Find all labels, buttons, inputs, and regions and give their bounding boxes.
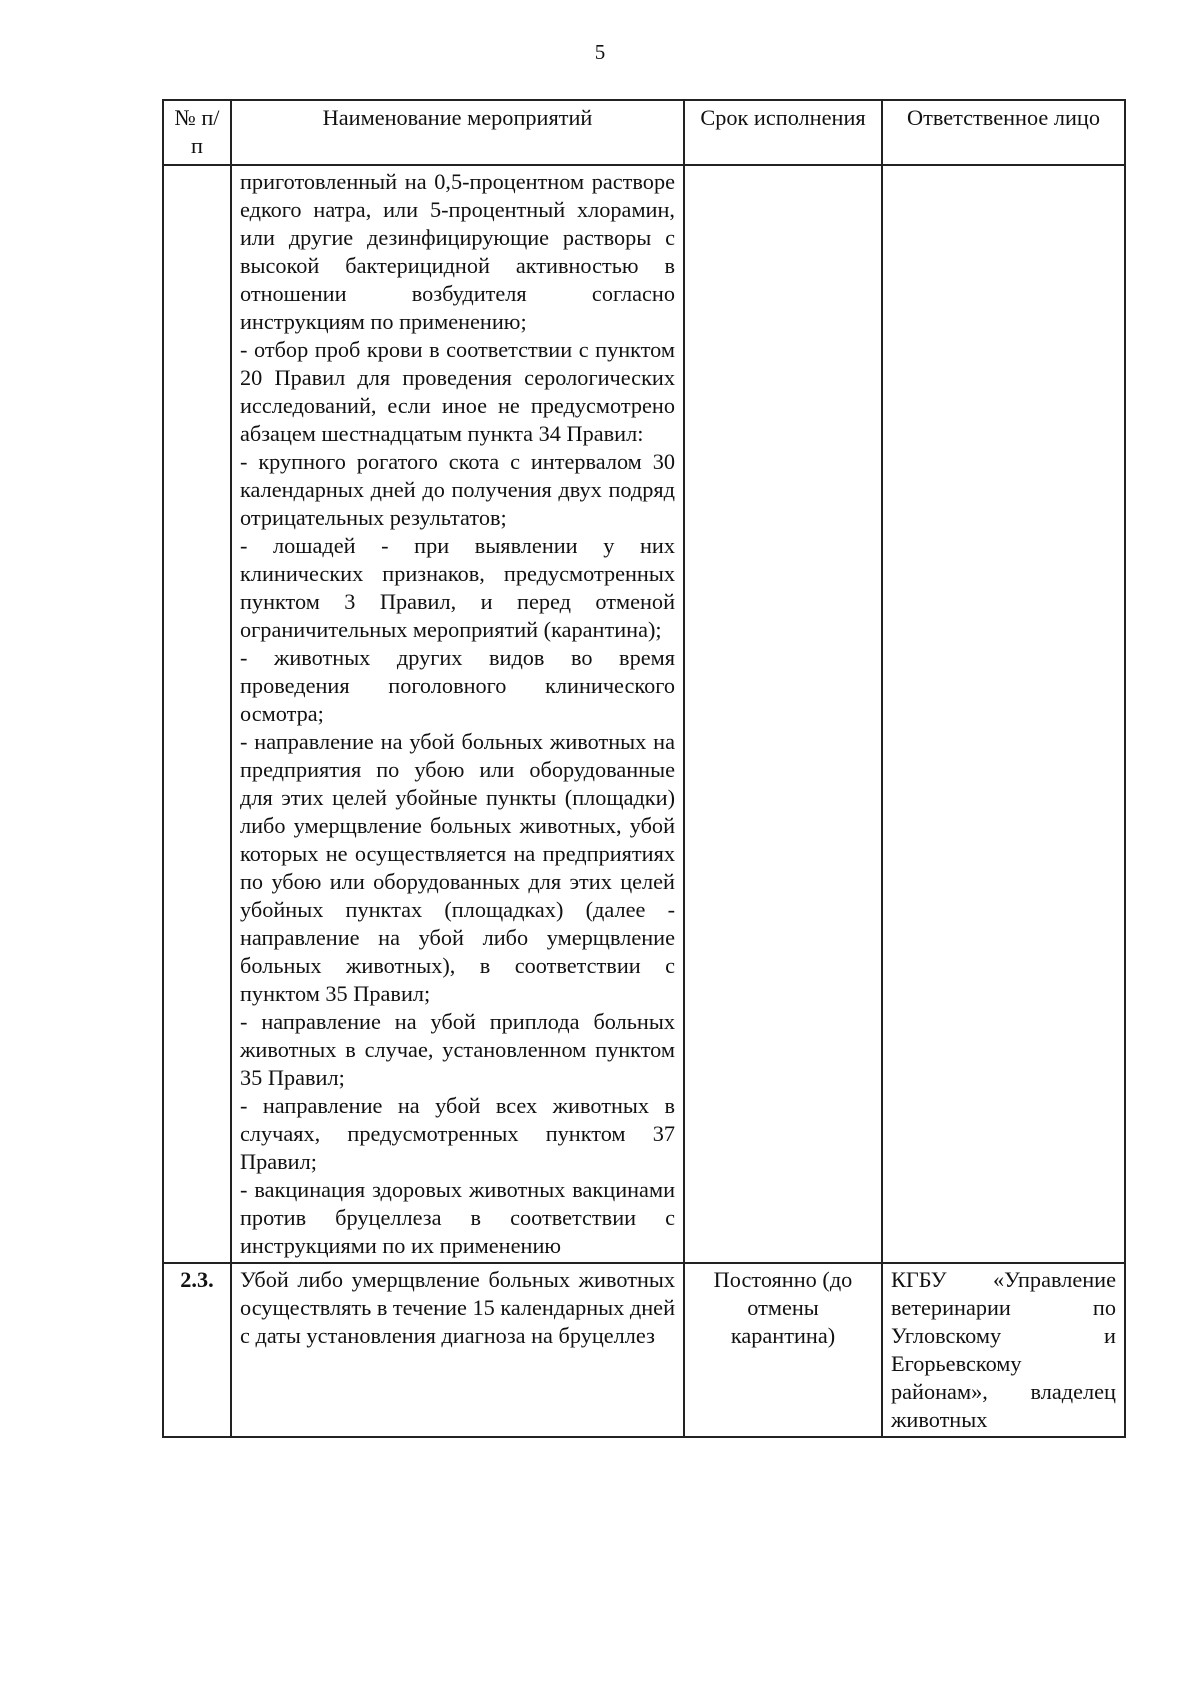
row-responsible-cell bbox=[882, 165, 1125, 1263]
row-2-3-name-text: Убой либо умерщвление больных животных осуществлять в течение 15 календарных дней с даты установления диагноза на бруцеллез bbox=[240, 1267, 675, 1348]
header-num-label: № п/п bbox=[174, 105, 220, 158]
header-responsible-label: Ответственное лицо bbox=[907, 105, 1100, 130]
measure-item: - направление на убой приплода больных животных в случае, установленном пунктом 35 Правил; bbox=[240, 1009, 675, 1090]
row-2-3-spacer bbox=[240, 1350, 675, 1380]
header-deadline-label: Срок исполнения bbox=[700, 105, 866, 130]
row-2-3-responsible: КГБУ «Управление ветеринарии по Угловскому и Егорьевскому районам», владелец животных bbox=[882, 1263, 1125, 1437]
measure-item: - направление на убой больных животных на предприятия по убою или оборудованные для этих целей убойные пункты (площадки) либо умерщвление больных животных, убой которых не осуществляется на предприятиях по убою или оборудованных для этих целей убойных пунктах (площадках) (далее - направление на убой либо умерщвление больных животных), в соответствии с пунктом 35 Правил; bbox=[240, 729, 675, 1006]
header-num bbox=[163, 100, 231, 165]
header-deadline bbox=[684, 100, 882, 165]
measure-item: - крупного рогатого скота с интервалом 30 календарных дней до получения двух подряд отрицательных результатов; bbox=[240, 449, 675, 530]
page-number: 5 bbox=[594, 40, 606, 64]
table-header-row bbox=[163, 100, 1125, 165]
row-deadline-cell bbox=[684, 165, 882, 1263]
row-num-cell bbox=[163, 165, 231, 1263]
header-responsible bbox=[882, 100, 1125, 165]
row-measures-cell bbox=[231, 165, 684, 1263]
header-name-label: Наименование мероприятий bbox=[322, 105, 593, 130]
measures-table bbox=[162, 99, 1126, 1438]
measure-item: - отбор проб крови в соответствии с пунктом 20 Правил для проведения серологических исследований, если иное не предусмотрено абзацем шестнадцатым пункта 34 Правил: bbox=[240, 337, 675, 446]
measure-item: - лошадей - при выявлении у них клинических признаков, предусмотренных пунктом 3 Правил, и перед отменой ограничительных мероприятий (карантина); bbox=[240, 533, 675, 642]
measure-item: приготовленный на 0,5-процентном растворе едкого натра, или 5-процентный хлорамин, или другие дезинфицирующие растворы с высокой бактерицидной активностью в отношении возбудителя согласно инструкциям по применению; bbox=[240, 169, 675, 334]
row-2-3-name bbox=[231, 1263, 684, 1437]
measure-item: - направление на убой всех животных в случаях, предусмотренных пунктом 37 Правил; bbox=[240, 1093, 675, 1174]
row-2-3-deadline: Постоянно (до отмены карантина) bbox=[684, 1263, 882, 1437]
header-name bbox=[231, 100, 684, 165]
measure-item: - вакцинация здоровых животных вакцинами против бруцеллеза в соответствии с инструкциями по их применению bbox=[240, 1177, 675, 1258]
table-row-continued bbox=[163, 165, 1125, 1263]
row-2-3-num: 2.3. bbox=[163, 1263, 231, 1437]
measure-item: - животных других видов во время проведения поголовного клинического осмотра; bbox=[240, 645, 675, 726]
table-row-2-3 bbox=[163, 1263, 1125, 1437]
